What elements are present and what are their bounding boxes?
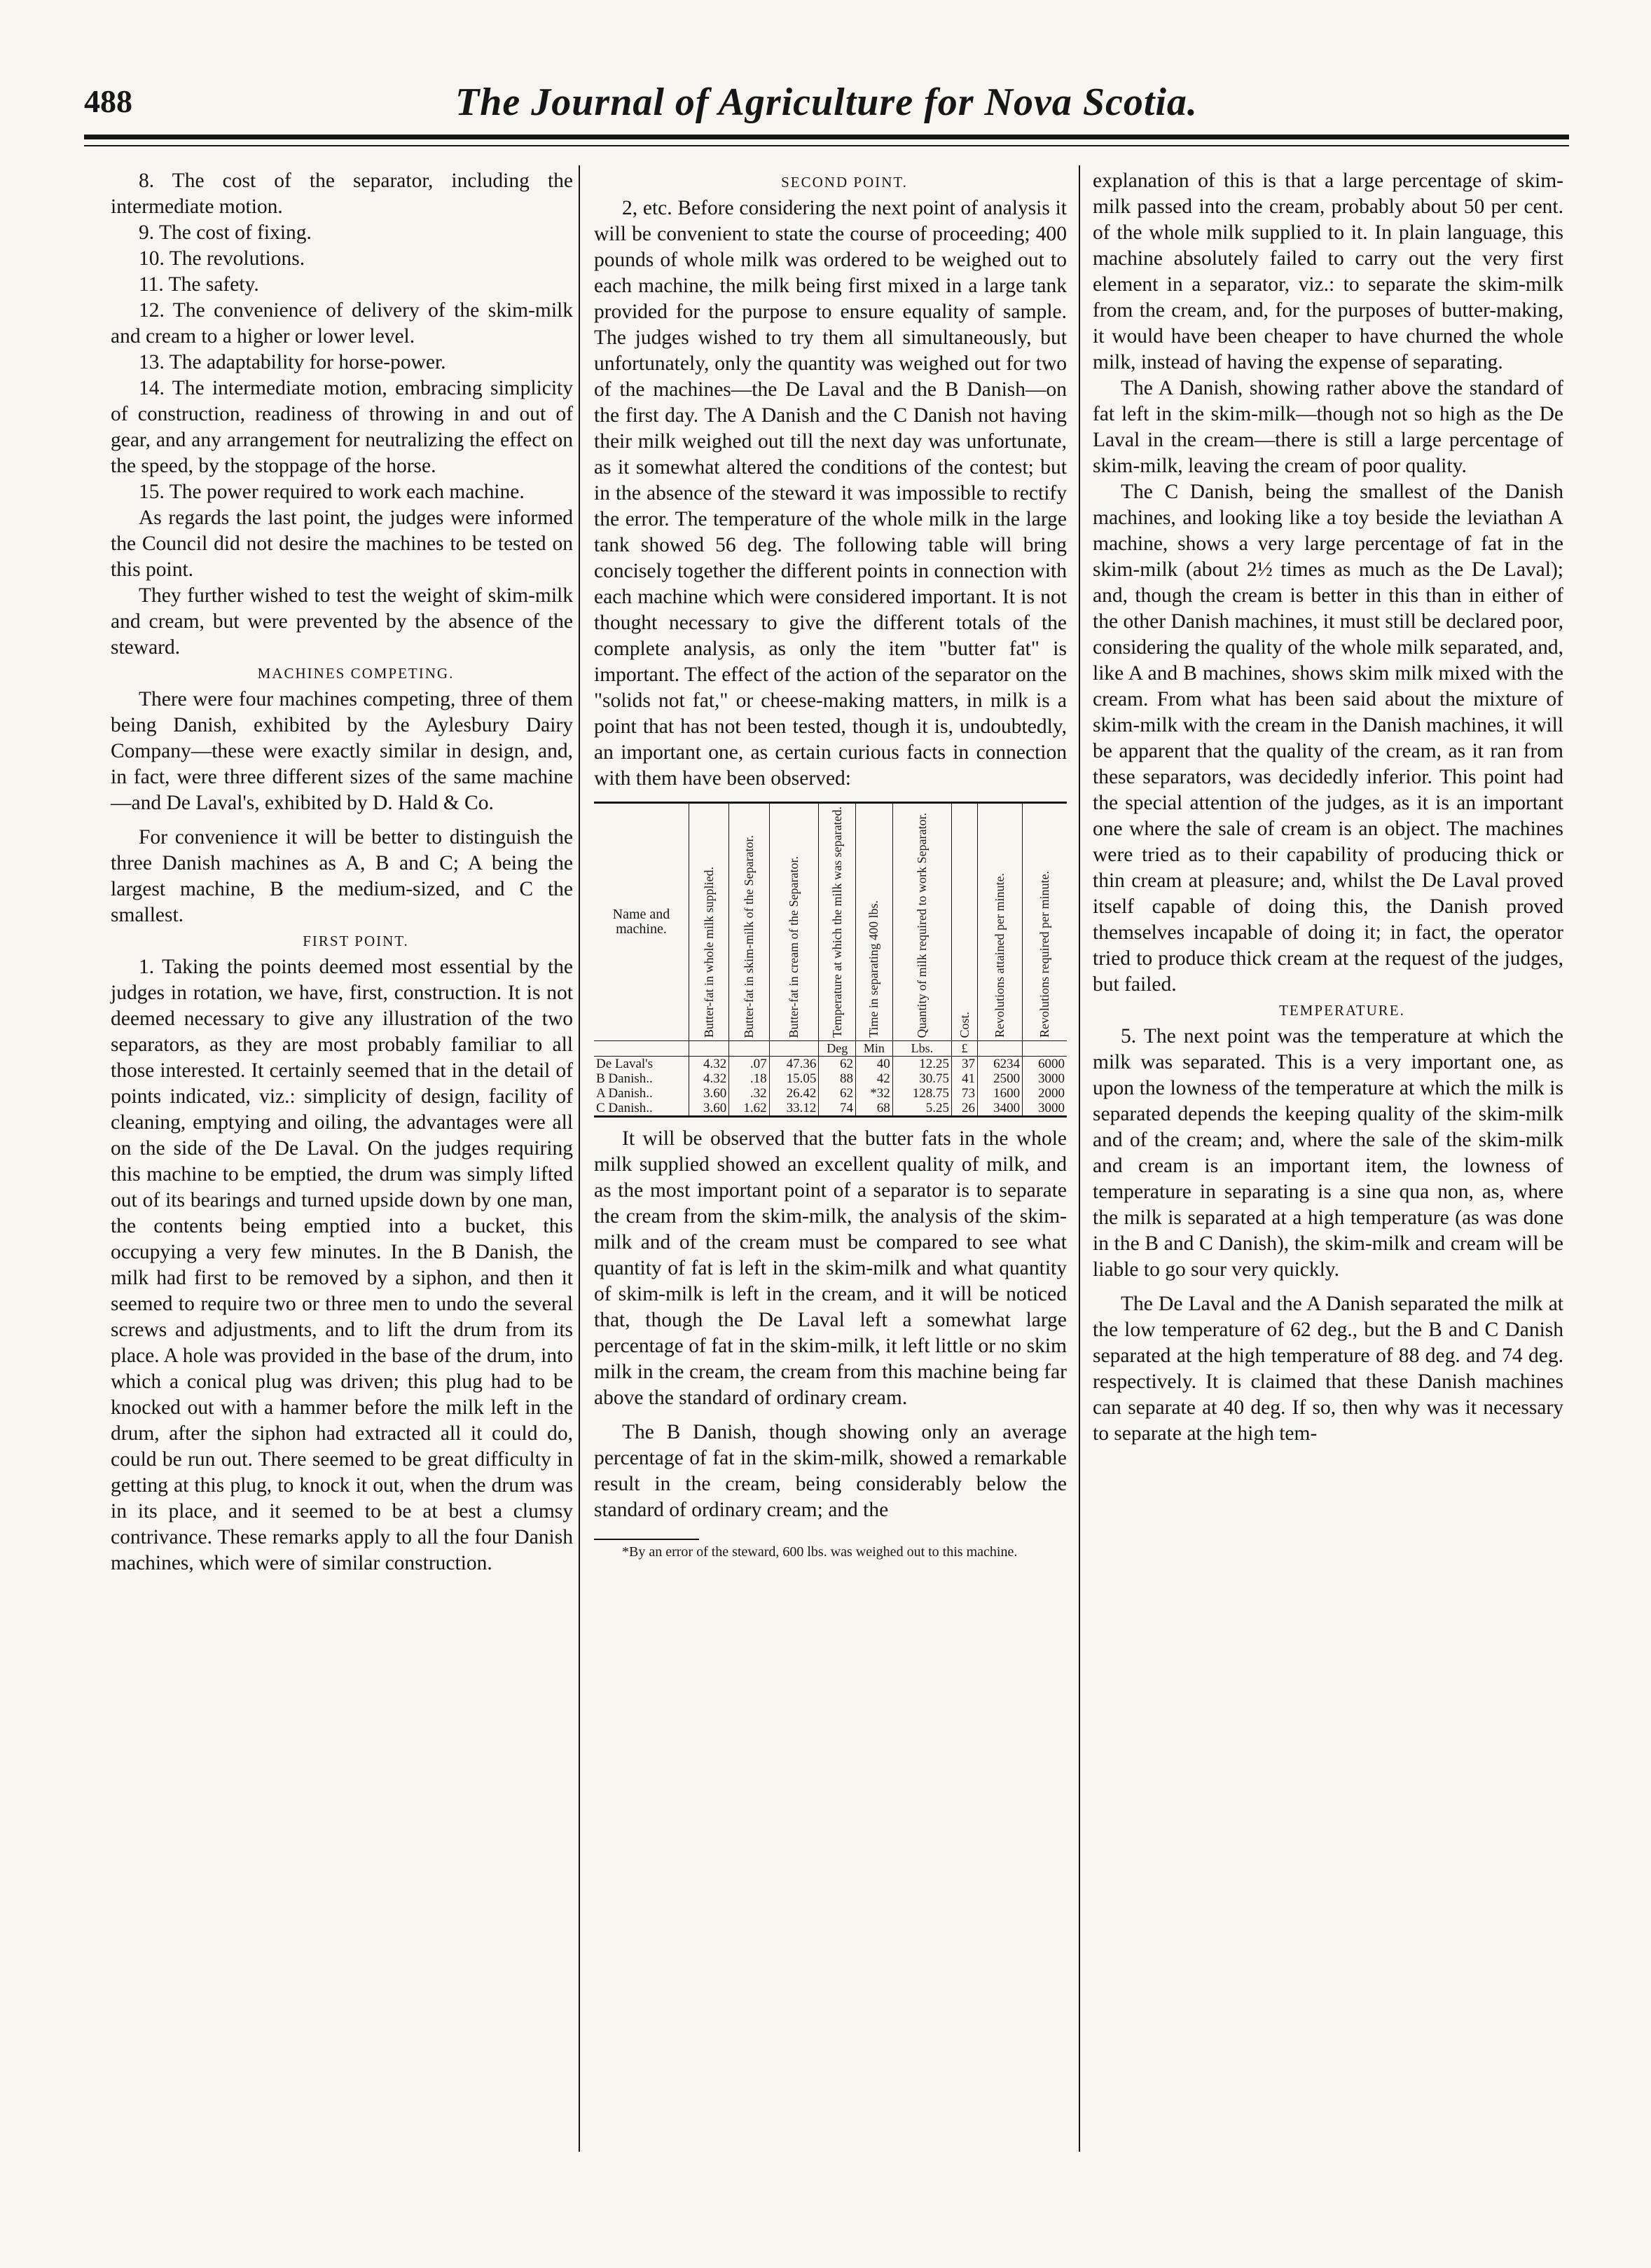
journal-title: The Journal of Agriculture for Nova Scotia. [455,81,1198,124]
table-cell: 2000 [1023,1086,1067,1101]
paragraph: The B Danish, though showing only an average percentage of fat in the skim-milk, showed a remarkable result in the cream, being considerably below the standard of ordinary cream; and the [594,1421,1067,1522]
table-cell: £ [952,1041,978,1057]
footnote: *By an error of the steward, 600 lbs. was weighed out to this machine. [622,1544,1018,1560]
table-header: Butter-fat in skim-milk of the Separator. [741,834,756,1038]
paragraph: As regards the last point, the judges were informed the Council did not desire the machines to be tested on this point. [111,507,573,581]
table-cell: B Danish.. [596,1071,653,1087]
table-cell: *32 [856,1086,893,1101]
paragraph: 5. The next point was the temperature at which the milk was separated. This is a very important one, as upon the lowness of the temperature at which the milk is separated depends the keeping quality of the skim-milk and of the cream; and, where the sale of the skim-milk and cream is an important item, the lowness of temperature in separating is a sine qua non, as, where the milk is separated at a high temperature (as was done in the B and C Danish), the skim-milk and cream will be liable to go sour very quickly. [1093,1025,1563,1281]
list-item: 13. The adaptability for horse-power. [139,351,446,373]
table-header: Revolutions required per minute. [1037,871,1052,1038]
list-item: 8. The cost of the separator, including the intermediate motion. [111,170,573,218]
table-cell: Min [856,1041,893,1057]
section-heading-temperature: TEMPERATURE. [1279,1002,1405,1019]
table-row [594,1101,1067,1115]
paragraph: The C Danish, being the smallest of the Danish machines, and looking like a toy beside the leviathan A machine, shows a very large percentage of fat in the skim-milk (about 2½ times as much as the De Laval); and, though the cream is better in this than in either of the other Danish machines, it must still be declared poor, considering the quality of the whole milk separated, and, like A and B machines, shows skim milk mixed with the cream. From what has been said about the mixture of skim-milk with the cream in the Danish machines, it will be apparent that the quality of the cream, as it ran from these separators, was decidedly inferior. This point had the special attention of the judges, as it is an important one where the sale of cream is an object. The machines were tried as to their capability of producing thick or thin cream at pleasure; and, whilst the De Laval proved itself capable of doing this, the Danish proved themselves incapable of doing it; in fact, the operator tried to produce thick cream at the request of the judges, but failed. [1093,481,1563,996]
paragraph: The De Laval and the A Danish separated the milk at the low temperature of 62 deg., but the B and C Danish separated at the high temperature of 88 deg. and 74 deg. respectively. It is claimed that these Danish machines can separate at 40 deg. If so, then why was it necessary to separate at the high tem- [1093,1293,1563,1445]
table-cell: 12.25 [892,1057,951,1072]
table-cell: 41 [952,1071,978,1086]
list-item: 10. The revolutions. [139,247,305,270]
table-cell: 62 [819,1086,856,1101]
table-header: Butter-fat in cream of the Separator. [786,855,801,1038]
paragraph: There were four machines competing, three of them being Danish, exhibited by the Aylesbury Dairy Company—these were exactly similar in design, and, in fact, were three different sizes of the same machine—and De Laval's, exhibited by D. Hald & Co. [111,688,573,814]
table-cell [769,1041,819,1057]
table-cell: 4.32 [689,1057,729,1072]
footnote-rule [594,1539,699,1540]
column-divider-right [1079,165,1080,2152]
table-cell: .18 [729,1071,769,1086]
section-heading-machines: MACHINES COMPETING. [257,665,455,682]
page-number: 488 [84,83,132,119]
table-units-row [594,1041,1067,1057]
section-heading-first-point: FIRST POINT. [303,933,409,949]
table-cell: 5.25 [892,1101,951,1115]
table-cell: 62 [819,1057,856,1072]
column-1 [111,168,573,1576]
table-cell: 73 [952,1086,978,1101]
table-header: Revolutions attained per minute. [993,873,1007,1038]
table-header: Temperature at which the milk was separated. [829,806,844,1038]
list-item: 9. The cost of fixing. [139,221,312,244]
section-heading-second-point: SECOND POINT. [781,174,908,191]
table-cell: 37 [952,1057,978,1072]
paragraph: For convenience it will be better to distinguish the three Danish machines as A, B and C; A being the largest machine, B the medium-sized, and C the smallest. [111,826,573,926]
table-cell: 15.05 [769,1071,819,1086]
table-cell: 3400 [978,1101,1023,1115]
table-cell [594,1041,689,1057]
table-cell: 1600 [978,1086,1023,1101]
paragraph: 2, etc. Before considering the next point of analysis it will be convenient to state the course of proceeding; 400 pounds of whole milk was ordered to be weighed out to each machine, the milk being first mixed in a large tank provided for the purpose to ensure equality of sample. The judges wished to try them all simultaneously, but unfortunately, only the quantity was weighed out for two of the machines—the De Laval and the B Danish—on the first day. The A Danish and the C Danish not having their milk weighed out till the next day was unfortunate, as it somewhat altered the conditions of the contest; but in the absence of the steward it was impossible to rectify the error. The temperature of the whole milk in the large tank showed 56 deg. The following table will bring concisely together the different points in connection with each machine which were considered important. It is not thought necessary to give the different totals of the complete analysis, as only the item "butter fat" is important. The effect of the action of the separator on the "solids not fat," or cheese-making matters, in milk is a point that has not been tested, though it is, undoubtedly, an important one, as certain curious facts in connection with them have been observed: [594,197,1067,790]
table-cell: 33.12 [769,1101,819,1115]
list-item: 12. The convenience of delivery of the skim-milk and cream to a higher or lower level. [111,299,573,348]
header-rule-thick [84,135,1569,139]
table-cell: 74 [819,1101,856,1115]
table-cell: De Laval's [596,1057,653,1072]
list-item: 14. The intermediate motion, embracing simplicity of construction, readiness of throwing in and out of gear, and any arrangement for neutralizing the effect on the speed, by the stoppage of the horse. [111,377,573,477]
list-item: 15. The power required to work each machine. [139,481,525,503]
table-cell: Deg [819,1041,856,1057]
table-cell: 3000 [1023,1071,1067,1086]
table-header-name: Name and machine. [594,804,689,1041]
table-row [594,1057,1067,1072]
table-header: Quantity of milk required to work Separator. [914,812,929,1038]
table-cell: 30.75 [892,1071,951,1086]
table-cell: 3000 [1023,1101,1067,1115]
list-item: 11. The safety. [139,273,259,296]
table-cell: A Danish.. [596,1086,653,1101]
page-header [84,83,1569,139]
paragraph: 1. Taking the points deemed most essential by the judges in rotation, we have, first, construction. It is not deemed necessary to give any illustration of the two separators, as they are most probably familiar to all those interested. It certainly seemed that in the detail of points indicated, viz.: simplicity of design, facility of cleaning, emptying and oiling, the advantages were all on the side of the De Laval. On the judges requiring this machine to be emptied, the drum was simply lifted out of its bearings and turned upside down by one man, the contents being emptied into a bucket, this occupying a very few minutes. In the B Danish, the milk had first to be removed by a siphon, and then it seemed to require two or three men to undo the several screws and adjustments, and to lift the drum from its place. A hole was provided in the base of the drum, into which a conical plug was driven; this plug had to be knocked out with a hammer before the milk left in the drum, after the siphon had extracted all it could do, could be run out. There seemed to be great difficulty in getting at this plug, to knock it out, when the drum was in its place, and it seemed to be at best a clumsy contrivance. These remarks apply to all the four Danish machines, which were of similar construction. [111,956,573,1574]
table-header: Butter-fat in whole milk supplied. [701,867,716,1038]
table-row [594,1071,1067,1086]
table-cell [729,1041,769,1057]
table-cell: 26.42 [769,1086,819,1101]
table-cell: 4.32 [689,1071,729,1086]
table-cell [978,1041,1023,1057]
table-cell: 3.60 [689,1101,729,1115]
paragraph: The A Danish, showing rather above the standard of fat left in the skim-milk—though not so high as the De Laval in the cream—there is still a large percentage of skim-milk, leaving the cream of poor quality. [1093,377,1563,477]
paragraph: explanation of this is that a large percentage of skim-milk passed into the cream, probably about 50 per cent. of the whole milk supplied to it. In plain language, this machine absolutely failed to carry out the very first element in a separator, viz.: to separate the skim-milk from the cream, and, for the purposes of butter-making, it would have been cheaper to have churned the whole milk, instead of having the expense of separating. [1093,170,1563,373]
paragraph: It will be observed that the butter fats in the whole milk supplied showed an excellent quality of milk, and as the most important point of a separator is to separate the cream from the skim-milk, the analysis of the skim-milk and of the cream must be compared to see what quantity of fat is left in the skim-milk and what quantity of skim-milk is left in the cream, and it will be noticed that, though the De Laval left a somewhat large percentage of fat in the skim-milk, it left little or no skim milk in the cream, the cream from this machine being far above the standard of ordinary cream. [594,1127,1067,1410]
table-cell: C Danish.. [596,1101,653,1116]
table-header: Time in separating 400 lbs. [866,900,881,1038]
table-cell: .32 [729,1086,769,1101]
column-divider-left [579,165,580,2152]
table-cell: 88 [819,1071,856,1086]
table-cell: 40 [856,1057,893,1072]
table-cell: 1.62 [729,1101,769,1115]
table-cell: 47.36 [769,1057,819,1072]
results-table [594,802,1067,1118]
column-2 [594,168,1067,1560]
table-cell: 42 [856,1071,893,1086]
table-cell: 6234 [978,1057,1023,1072]
header-rule-thin [84,145,1569,146]
table-header: Cost. [957,1011,972,1038]
table-cell: .07 [729,1057,769,1072]
table-cell: 26 [952,1101,978,1115]
table-row [594,1086,1067,1101]
table-cell [1023,1041,1067,1057]
table-cell: 68 [856,1101,893,1115]
table-cell: Lbs. [892,1041,951,1057]
paragraph: They further wished to test the weight of skim-milk and cream, but were prevented by the absence of the steward. [111,584,573,659]
table-cell: 3.60 [689,1086,729,1101]
table-cell: 6000 [1023,1057,1067,1072]
column-3 [1093,168,1563,1447]
table-cell: 128.75 [892,1086,951,1101]
table-cell [689,1041,729,1057]
table-cell: 2500 [978,1071,1023,1086]
